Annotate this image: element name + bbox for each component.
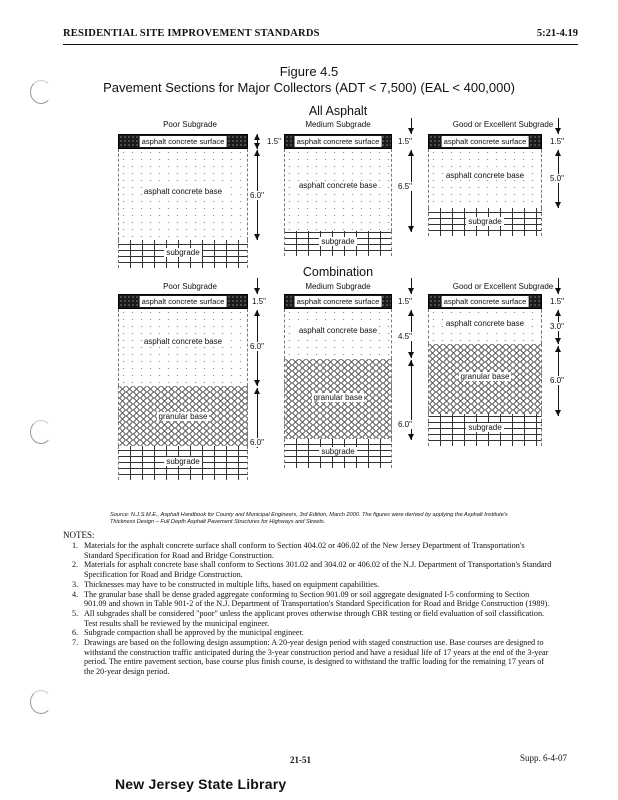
- dimension-label: 1.5": [267, 137, 281, 146]
- asphalt-surface-layer: asphalt concrete surface: [428, 134, 542, 149]
- dimension-arrow: [252, 134, 264, 149]
- dimension-label: 1.5": [398, 297, 412, 306]
- section-heading-all-asphalt: All Asphalt: [308, 104, 368, 118]
- column-label: Poor Subgrade: [163, 120, 217, 129]
- dimension-arrow: [406, 278, 418, 294]
- asphalt-surface-layer: asphalt concrete surface: [284, 134, 392, 149]
- dimension-arrow: [553, 278, 565, 294]
- asphalt-surface-layer: asphalt concrete surface: [284, 294, 392, 309]
- asphalt-surface-layer: asphalt concrete surface: [428, 294, 542, 309]
- asphalt-base-layer: asphalt concrete base: [284, 149, 392, 231]
- dimension-label: 1.5": [252, 297, 266, 306]
- subgrade-layer: subgrade: [118, 446, 248, 480]
- subgrade-layer: subgrade: [284, 231, 392, 256]
- subgrade-layer: subgrade: [428, 208, 542, 236]
- column-label: Good or Excellent Subgrade: [452, 120, 554, 129]
- asphalt-surface-layer: asphalt concrete surface: [118, 134, 248, 149]
- asphalt-base-layer: asphalt concrete base: [118, 309, 248, 386]
- dimension-label: 6.5": [398, 182, 412, 191]
- dimension-label: 6.0": [250, 191, 264, 200]
- header-rule: [63, 44, 578, 45]
- dimension-label: 1.5": [550, 137, 564, 146]
- dimension-arrow: [252, 278, 264, 294]
- dimension-label: 6.0": [550, 376, 564, 385]
- note-item: 4. The granular base shall be dense graded aggregate conforming to Section 901.09 or soil aggregate designated I-5 conforming to Section 901.09 and shown in Table 901-2 of the N.J. Department of Transportation's Standard Specification for Road and Bridge Construction (1989).: [72, 589, 550, 609]
- subgrade-layer: subgrade: [118, 240, 248, 268]
- section-heading-combination: Combination: [302, 265, 374, 279]
- punch-hole-icon: [30, 420, 52, 444]
- page-number: 21-51: [290, 755, 311, 765]
- granular-base-layer: granular base: [118, 386, 248, 446]
- notes-list: [72, 541, 552, 677]
- granular-base-layer: granular base: [284, 359, 392, 439]
- column-label: Good or Excellent Subgrade: [452, 282, 554, 291]
- running-header-section: 5:21-4.19: [536, 28, 578, 39]
- asphalt-base-layer: asphalt concrete base: [428, 309, 542, 344]
- dimension-label: 1.5": [398, 137, 412, 146]
- note-item: 5. All subgrades shall be considered "poor" unless the applicant proves otherwise through CBR testing or field evaluation of soil classification. Test results shall be reviewed by the municipal engineer.: [72, 608, 545, 628]
- dimension-label: 6.0": [250, 342, 264, 351]
- dimension-label: 3.0": [550, 322, 564, 331]
- dimension-label: 5.0": [550, 174, 564, 183]
- dimension-label: 6.0": [250, 438, 264, 447]
- subgrade-layer: subgrade: [428, 414, 542, 446]
- pavement-section-poor: [118, 132, 248, 268]
- pavement-section-poor: [118, 294, 248, 480]
- column-label: Poor Subgrade: [163, 282, 217, 291]
- pavement-section-medium: [284, 132, 392, 256]
- note-item: 6. Subgrade compaction shall be approved by the municipal engineer.: [72, 628, 304, 638]
- running-header-title: RESIDENTIAL SITE IMPROVEMENT STANDARDS: [63, 28, 320, 39]
- column-label: Medium Subgrade: [305, 282, 371, 291]
- dimension-label: 1.5": [550, 297, 564, 306]
- dimension-arrow: [406, 118, 418, 134]
- note-item: 3. Thicknesses may have to be constructed in multiple lifts, based on equipment capabilities.: [72, 579, 380, 589]
- note-item: 7. Drawings are based on the following design assumption: A 20-year design period with staged construction use. Base courses are designed to withstand the construction traffic anticipated during the 3-year construction period and have a residual life of 17 years at the end of the 3-year period. The entire pavement section, base course plus finish course, is designed to withstand the traffic loading for the remaining 17 years of the 20-year design period.: [72, 638, 549, 677]
- library-stamp: New Jersey State Library: [115, 776, 287, 792]
- figure-title: Pavement Sections for Major Collectors (ADT < 7,500) (EAL < 400,000): [103, 80, 515, 95]
- supplement-date: Supp. 6-4-07: [520, 753, 567, 763]
- pavement-section-good: [428, 132, 542, 236]
- column-label: Medium Subgrade: [305, 120, 371, 129]
- asphalt-base-layer: asphalt concrete base: [284, 309, 392, 359]
- subgrade-layer: subgrade: [284, 439, 392, 468]
- punch-hole-icon: [30, 690, 52, 714]
- note-item: 1. Materials for the asphalt concrete surface shall conform to Section 404.02 or 406.02 of the New Jersey Department of Transportation's Standard Specification for Road and Bridge Construction.: [72, 541, 525, 560]
- granular-base-layer: granular base: [428, 344, 542, 414]
- dimension-arrow: [406, 150, 418, 232]
- note-item: 2. Materials for asphalt concrete base shall conform to Sections 301.02 and 304.02 or 406.02 of the N.J. Department of Transportation's Standard Specification for Road and Bridge Construction.: [72, 560, 552, 580]
- figure-number: Figure 4.5: [279, 64, 339, 79]
- pavement-section-medium: [284, 294, 392, 468]
- asphalt-base-layer: asphalt concrete base: [428, 149, 542, 208]
- asphalt-surface-layer: asphalt concrete surface: [118, 294, 248, 309]
- notes-heading: NOTES:: [63, 530, 95, 540]
- dimension-arrow: [553, 118, 565, 134]
- asphalt-base-layer: asphalt concrete base: [118, 149, 248, 240]
- pavement-section-good: [428, 294, 542, 446]
- figure-source-note: Source: N.J.S.M.E., Asphalt Handbook for County and Municipal Engineers, 3rd Edition, March 2000. The figures were derived by applying the Asphalt Institute's Thickness Design – Full Depth Asphalt Pavement Structures for Highways and Streets.: [110, 512, 508, 525]
- dimension-label: 6.0": [398, 420, 412, 429]
- dimension-label: 4.5": [398, 332, 412, 341]
